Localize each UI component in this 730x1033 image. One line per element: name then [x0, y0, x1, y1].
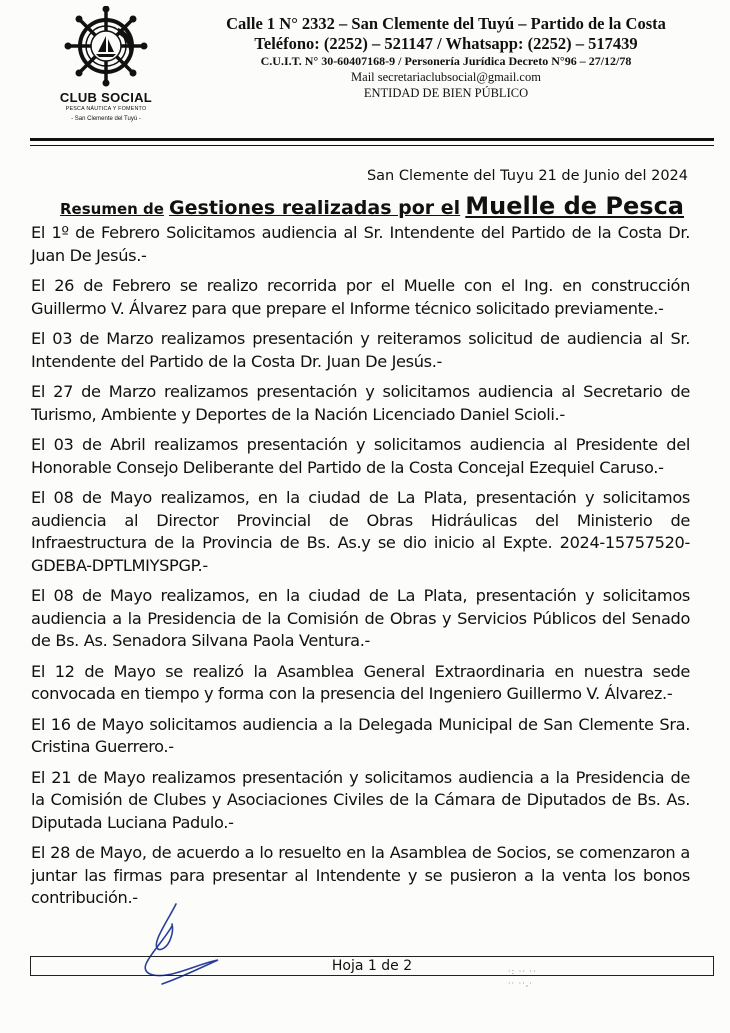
- paragraph: El 08 de Mayo realizamos, en la ciudad de La Plata, presentación y solicitamos audiencia al Director Provincial de Obras Hidráulicas del Ministerio de Infraestructura de la Provincia de Bs. As.y se dio inicio al Expte. 2024-15757520-GDEBA-DPTLMIYSPGP.-: [31, 488, 690, 575]
- club-logo: [46, 6, 176, 126]
- club-name: CLUB SOCIAL: [59, 90, 153, 105]
- paragraph: El 16 de Mayo solicitamos audiencia a la Delegada Municipal de San Clemente Sra. Cristina Guerrero.-: [31, 714, 690, 756]
- paragraph: El 1º de Febrero Solicitamos audiencia al Sr. Intendente del Partido de la Costa Dr. Juan De Jesús.-: [31, 223, 690, 265]
- mail-line: Mail secretariaclubsocial@gmail.com: [351, 70, 541, 84]
- header-divider-thin: [30, 145, 714, 146]
- header-divider: [30, 138, 714, 141]
- phone-line: Teléfono: (2252) – 521147 / Whatsapp: (2252) – 517439: [254, 34, 638, 53]
- page-number: Hoja 1 de 2: [331, 958, 413, 974]
- faint-stamp-marks: ·: ·· ·· ·· ··,·: [508, 967, 537, 988]
- handwritten-signature: [140, 902, 230, 992]
- paragraph: El 12 de Mayo se realizó la Asamblea General Extraordinaria en nuestra sede convocada en tiempo y forma con la presencia del Ingeniero Guillermo V. Álvarez.-: [31, 661, 690, 703]
- paragraph: El 26 de Febrero se realizo recorrida por el Muelle con el Ing. en construcción Guillermo V. Álvarez para que prepare el Informe técnico solicitado previamente.-: [31, 276, 690, 318]
- document-date: San Clemente del Tuyu 21 de Junio del 2024: [366, 168, 688, 184]
- paragraph: El 28 de Mayo, de acuerdo a lo resuelto en la Asamblea de Socios, se comenzaron a juntar las firmas para presentar al Intendente y se pusieron a la venta los bonos contribución.-: [31, 843, 690, 907]
- title-part-1: Resumen de: [59, 200, 164, 218]
- title-part-3: Muelle de Pesca: [465, 192, 684, 220]
- title-part-2: Gestiones realizadas por el: [169, 197, 461, 219]
- document-title: [30, 192, 714, 220]
- letterhead: [176, 14, 716, 101]
- paragraph: El 03 de Abril realizamos presentación y solicitamos audiencia al Presidente del Honorable Consejo Deliberante del Partido de la Costa Concejal Ezequiel Caruso.-: [31, 435, 690, 477]
- cuit-line: C.U.I.T. N° 30-60407168-9 / Personería Jurídica Decreto N°96 – 27/12/78: [260, 54, 632, 68]
- club-subtitle: PESCA NÁUTICA Y FOMENTO: [65, 106, 147, 112]
- paragraph: El 08 de Mayo realizamos, en la ciudad de La Plata, presentación y solicitamos audiencia a la Presidencia de la Comisión de Obras y Servicios Públicos del Senado de Bs. As. Senadora Silvana Paola Ventura.-: [31, 586, 690, 650]
- entity-line: ENTIDAD DE BIEN PÚBLICO: [363, 86, 529, 100]
- paragraph: El 21 de Mayo realizamos presentación y solicitamos audiencia a la Presidencia de la Comisión de Clubes y Asociaciones Civiles de la Cámara de Diputados de Bs. As. Diputada Luciana Padulo.-: [31, 767, 690, 832]
- club-location: - San Clemente del Tuyú -: [71, 116, 141, 122]
- address-line: Calle 1 N° 2332 – San Clemente del Tuyú – Partido de la Costa: [226, 14, 666, 33]
- paragraph: El 27 de Marzo realizamos presentación y solicitamos audiencia al Secretario de Turismo, Ambiente y Deportes de la Nación Licenciado Daniel Scioli.-: [31, 382, 690, 424]
- paragraph: El 03 de Marzo realizamos presentación y reiteramos solicitud de audiencia al Sr. Intendente del Partido de la Costa Dr. Juan De Jesús.-: [31, 329, 690, 371]
- ship-wheel-fish-icon: [58, 6, 154, 90]
- document-body: [31, 222, 690, 918]
- page-footer: [30, 956, 714, 976]
